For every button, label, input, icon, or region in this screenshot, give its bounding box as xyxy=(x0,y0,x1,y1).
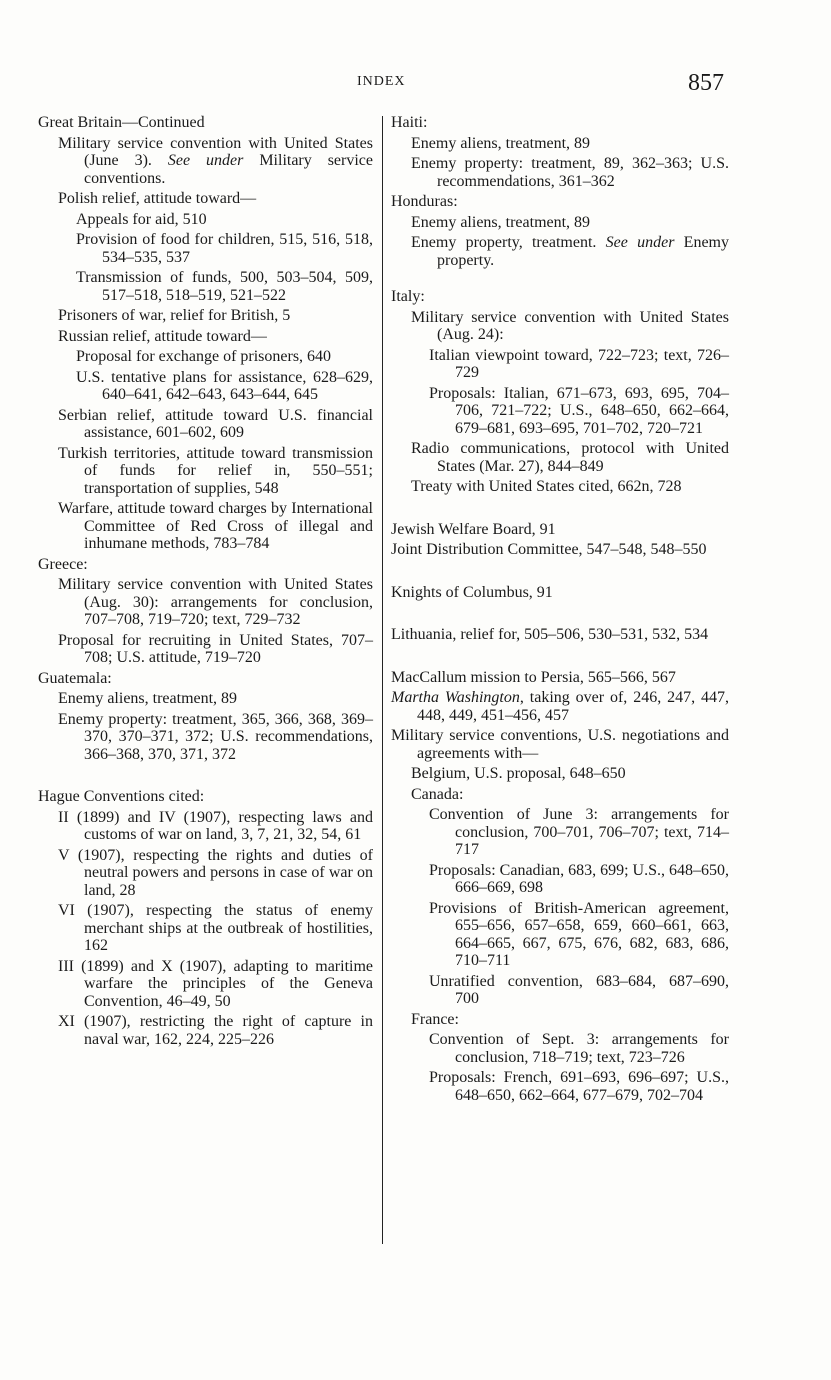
index-entry: Enemy aliens, treatment, 89 xyxy=(411,213,591,231)
left-column xyxy=(38,114,373,1051)
entry-heading: Italy: xyxy=(391,288,425,305)
index-entry: Lithuania, relief for, 505–506, 530–531, 532, 534 xyxy=(391,626,709,643)
page-number: 857 xyxy=(688,70,724,96)
index-entry: Knights of Columbus, 91 xyxy=(391,583,553,601)
index-subentry: Appeals for aid, 510 xyxy=(76,210,207,228)
index-entry: Military service convention with United States (Aug. 30): arrangements for conclusion, 707–708, 719–720; text, 729–732 xyxy=(58,576,373,628)
index-entry: II (1899) and IV (1907), respecting laws and customs of war on land, 3, 7, 21, 32, 54, 61 xyxy=(58,808,373,843)
index-entry: Enemy aliens, treatment, 89 xyxy=(411,134,591,152)
index-entry: Jewish Welfare Board, 91 xyxy=(391,520,556,538)
index-entry: France: xyxy=(411,1010,459,1028)
index-entry: Enemy property: treatment, 365, 366, 368, 369–370, 370–371, 372; U.S. recommendations, 366–368, 370, 371, 372 xyxy=(58,710,373,763)
index-entry: Military service convention with United States (June 3). See under Military service conventions. xyxy=(58,134,374,187)
index-subentry: Convention of Sept. 3: arrangements for conclusion, 718–719; text, 723–726 xyxy=(429,1031,729,1066)
index-subentry: Provisions of British-American agreement, 655–656, 657–658, 659, 660–661, 663, 664–665, 667, 675, 676, 682, 683, 686, 710–711 xyxy=(429,899,729,969)
index-entry: Russian relief, attitude toward— xyxy=(58,327,267,345)
index-subentry: Provision of food for children, 515, 516, 518, 534–535, 537 xyxy=(76,231,373,266)
index-subentry: Proposals: Canadian, 683, 699; U.S., 648–650, 666–669, 698 xyxy=(429,861,729,896)
index-entry: Enemy property, treatment. See under Enemy property. xyxy=(411,234,729,269)
index-entry: XI (1907), restricting the right of capture in naval war, 162, 224, 225–226 xyxy=(58,1013,373,1048)
index-entry: V (1907), respecting the rights and duties of neutral powers and persons in case of war on land, 28 xyxy=(58,846,373,899)
index-subentry: Italian viewpoint toward, 722–723; text, 726–729 xyxy=(429,346,729,381)
index-entry: III (1899) and X (1907), adapting to maritime warfare the principles of the Geneva Convention, 46–49, 50 xyxy=(58,957,373,1010)
index-entry: Warfare, attitude toward charges by International Committee of Red Cross of illegal and inhumane methods, 783–784 xyxy=(58,500,373,552)
index-entry: VI (1907), respecting the status of enemy merchant ships at the outbreak of hostilities, 162 xyxy=(58,902,373,954)
index-entry: Joint Distribution Committee, 547–548, 548–550 xyxy=(391,541,707,558)
index-subentry: Proposals: Italian, 671–673, 693, 695, 704–706, 721–722; U.S., 648–650, 662–664, 679–681, 693–695, 701–702, 720–721 xyxy=(429,384,729,437)
index-entry: Turkish territories, attitude toward transmission of funds for relief in, 550–551; transportation of supplies, 548 xyxy=(58,444,373,497)
index-entry: Enemy aliens, treatment, 89 xyxy=(58,690,238,707)
index-subentry: Proposals: French, 691–693, 696–697; U.S., 648–650, 662–664, 677–679, 702–704 xyxy=(429,1069,729,1104)
entry-heading: Haiti: xyxy=(391,114,428,131)
index-entry: Proposal for recruiting in United States, 707–708; U.S. attitude, 719–720 xyxy=(58,631,373,666)
index-subentry: Unratified convention, 683–684, 687–690, 700 xyxy=(429,972,729,1007)
entry-heading: Military service conventions, U.S. negotiations and agreements with— xyxy=(391,727,729,762)
index-entry: Treaty with United States cited, 662n, 728 xyxy=(411,478,682,495)
entry-heading: Hague Conventions cited: xyxy=(38,788,205,805)
column-divider xyxy=(382,116,383,1244)
index-entry: Enemy property: treatment, 89, 362–363; U.S. recommendations, 361–362 xyxy=(411,155,729,190)
entry-heading: Honduras: xyxy=(391,193,458,210)
index-subentry: U.S. tentative plans for assistance, 628–629, 640–641, 642–643, 643–644, 645 xyxy=(76,368,373,403)
index-entry: Serbian relief, attitude toward U.S. financial assistance, 601–602, 609 xyxy=(58,406,373,441)
index-subentry: Transmission of funds, 500, 503–504, 509, 517–518, 518–519, 521–522 xyxy=(76,269,373,304)
right-column xyxy=(391,114,729,1107)
entry-heading: Great Britain—Continued xyxy=(38,114,205,131)
entry-heading: Greece: xyxy=(38,555,88,573)
index-entry: Military service convention with United States (Aug. 24): xyxy=(411,308,729,343)
index-subentry: Convention of June 3: arrangements for conclusion, 700–701, 706–707; text, 714–717 xyxy=(429,806,729,858)
index-entry: Martha Washington, taking over of, 246, 247, 447, 448, 449, 451–456, 457 xyxy=(391,689,729,724)
index-entry: Belgium, U.S. proposal, 648–650 xyxy=(411,765,626,782)
entry-heading: Guatemala: xyxy=(38,669,112,687)
index-entry: Canada: xyxy=(411,785,464,803)
index-entry: Prisoners of war, relief for British, 5 xyxy=(58,307,291,324)
index-entry: Radio communications, protocol with United States (Mar. 27), 844–849 xyxy=(411,440,729,475)
running-header: INDEX xyxy=(357,74,406,89)
index-subentry: Proposal for exchange of prisoners, 640 xyxy=(76,348,332,365)
index-entry: Polish relief, attitude toward— xyxy=(58,190,257,207)
index-entry: MacCallum mission to Persia, 565–566, 567 xyxy=(391,668,676,686)
